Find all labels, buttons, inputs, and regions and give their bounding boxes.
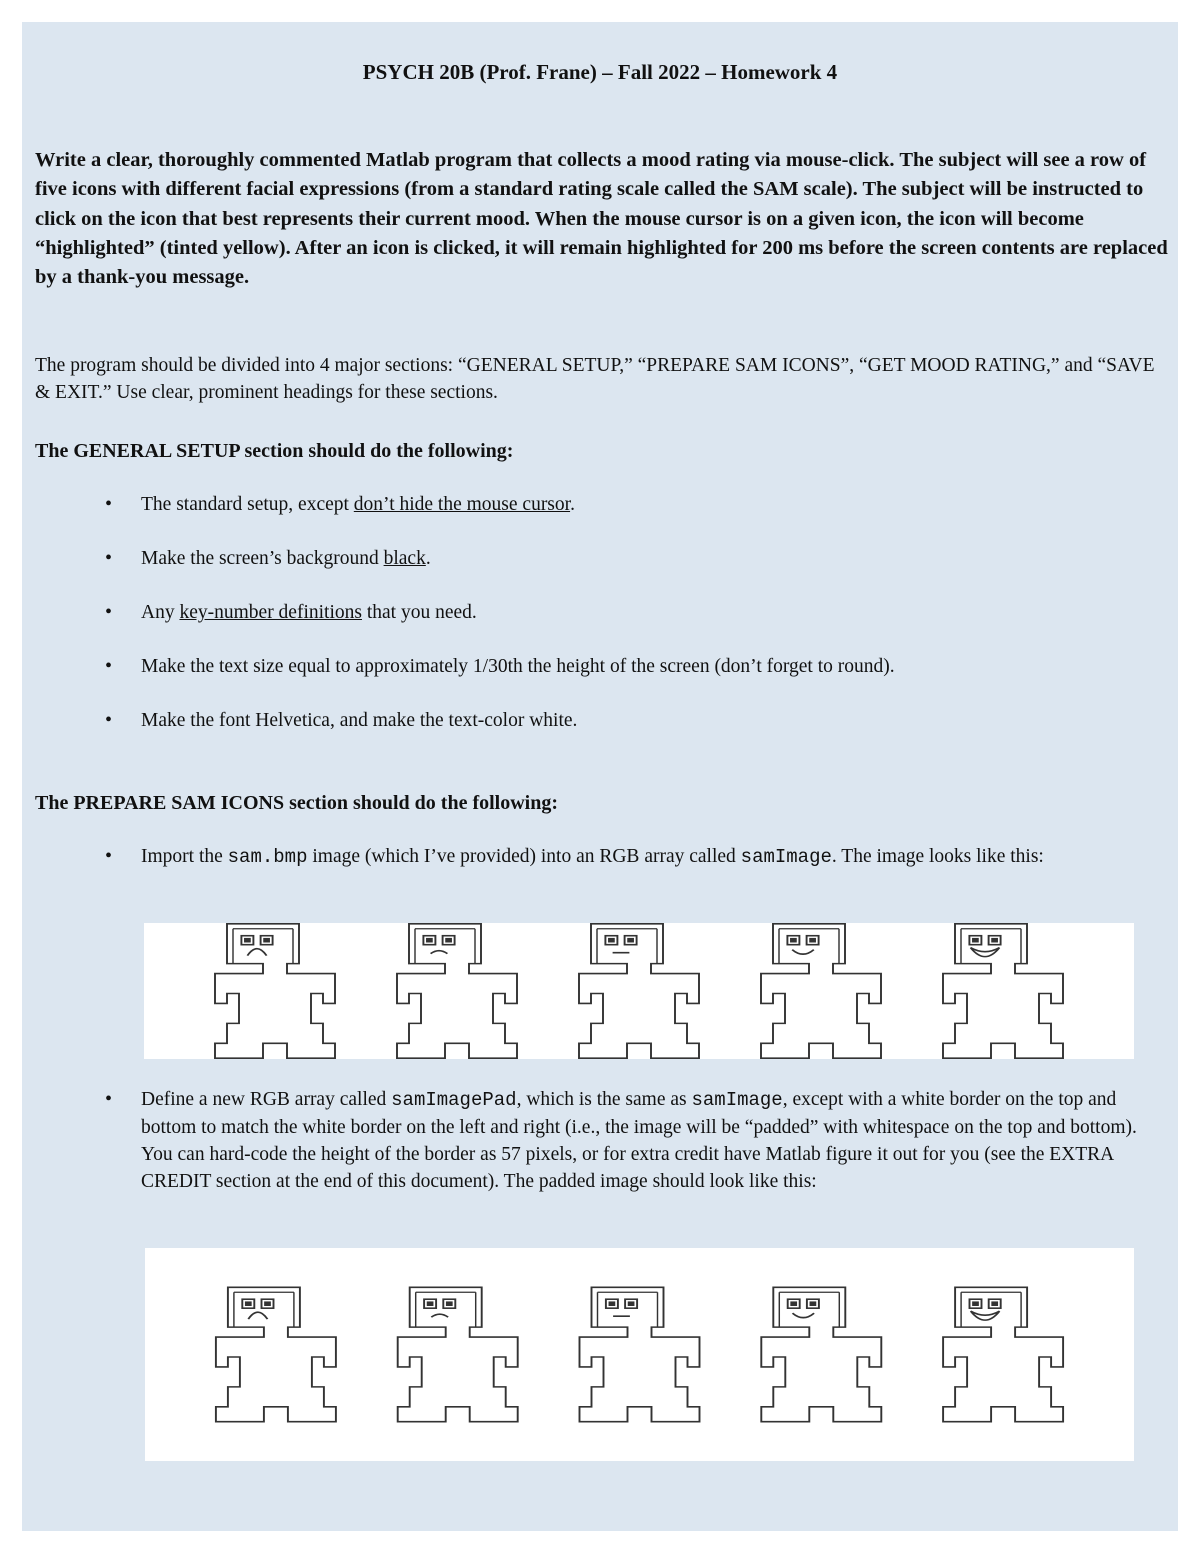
underlined-text: black	[383, 548, 426, 569]
prepare-sam-list-2	[22, 1086, 1148, 1195]
code-text: sam.bmp	[227, 846, 308, 868]
list-item: • Import the sam.bmp image (which I’ve provided) into an RGB array called samImage. The image looks like this:	[22, 843, 1148, 871]
prepare-sam-heading: The PREPARE SAM ICONS section should do the following:	[35, 792, 559, 814]
sam-icon-neutral	[579, 924, 699, 1058]
sam-icon-very-unhappy	[215, 924, 335, 1058]
code-text: samImage	[740, 846, 832, 868]
sam-icon-unhappy	[397, 924, 517, 1058]
general-setup-list	[22, 491, 1148, 734]
sam-icons-padded-figure	[145, 1248, 1134, 1461]
sam-image-strip	[144, 923, 1134, 1059]
sections-paragraph: The program should be divided into 4 major sections: “GENERAL SETUP,” “PREPARE SAM ICONS”, “GET MOOD RATING,” and “SAVE & EXIT.” Use clear, prominent headings for these sections.	[35, 355, 1155, 403]
sam-icons-figure	[144, 923, 1134, 1059]
general-setup-heading: The GENERAL SETUP section should do the following:	[35, 440, 514, 462]
sam-icon-neutral	[580, 1287, 700, 1421]
document-title: PSYCH 20B (Prof. Frane) – Fall 2022 – Homework 4	[362, 60, 838, 84]
document-page	[22, 22, 1178, 1531]
list-item: • Any key-number definitions that you need.	[22, 599, 1148, 626]
list-item: • Define a new RGB array called samImagePad, which is the same as samImage, except with a white border on the top and bottom to match the white border on the left and right (i.e., the image will be “padded” with whitespace on the top and bottom). You can hard-code the height of the border as 57 pixels, or for extra credit have Matlab figure it out for you (see the EXTRA CREDIT section at the end of this document). The padded image should look like this:	[22, 1086, 1148, 1195]
sam-icon-happy	[761, 924, 881, 1058]
sam-image-pad-strip	[145, 1248, 1134, 1461]
sam-icon-unhappy	[398, 1287, 518, 1421]
code-text: samImage	[691, 1089, 783, 1111]
list-item: • The standard setup, except don’t hide the mouse cursor.	[22, 491, 1148, 518]
underlined-text: don’t hide the mouse cursor	[353, 494, 571, 515]
sam-icon-very-unhappy	[216, 1287, 336, 1421]
list-item: • Make the screen’s background black.	[22, 545, 1148, 572]
list-item: • Make the font Helvetica, and make the text-color white.	[22, 707, 1148, 734]
code-text: samImagePad	[391, 1089, 517, 1111]
prepare-sam-list-1	[22, 843, 1148, 871]
sam-icon-happy	[761, 1287, 881, 1421]
sam-icon-very-happy	[943, 1287, 1063, 1421]
list-item: • Make the text size equal to approximately 1/30th the height of the screen (don’t forget to round).	[22, 653, 1148, 680]
sam-icon-very-happy	[943, 924, 1063, 1058]
intro-paragraph: Write a clear, thoroughly commented Matlab program that collects a mood rating via mouse-click. The subject will see a row of five icons with different facial expressions (from a standard rating scale called the SAM scale). The subject will be instructed to click on the icon that best represents their current mood. When the mouse cursor is on a given icon, the icon will become “highlighted” (tinted yellow). After an icon is clicked, it will remain highlighted for 200 ms before the screen contents are replaced by a thank-you message.	[35, 149, 1168, 289]
underlined-text: key-number definitions	[179, 602, 362, 623]
